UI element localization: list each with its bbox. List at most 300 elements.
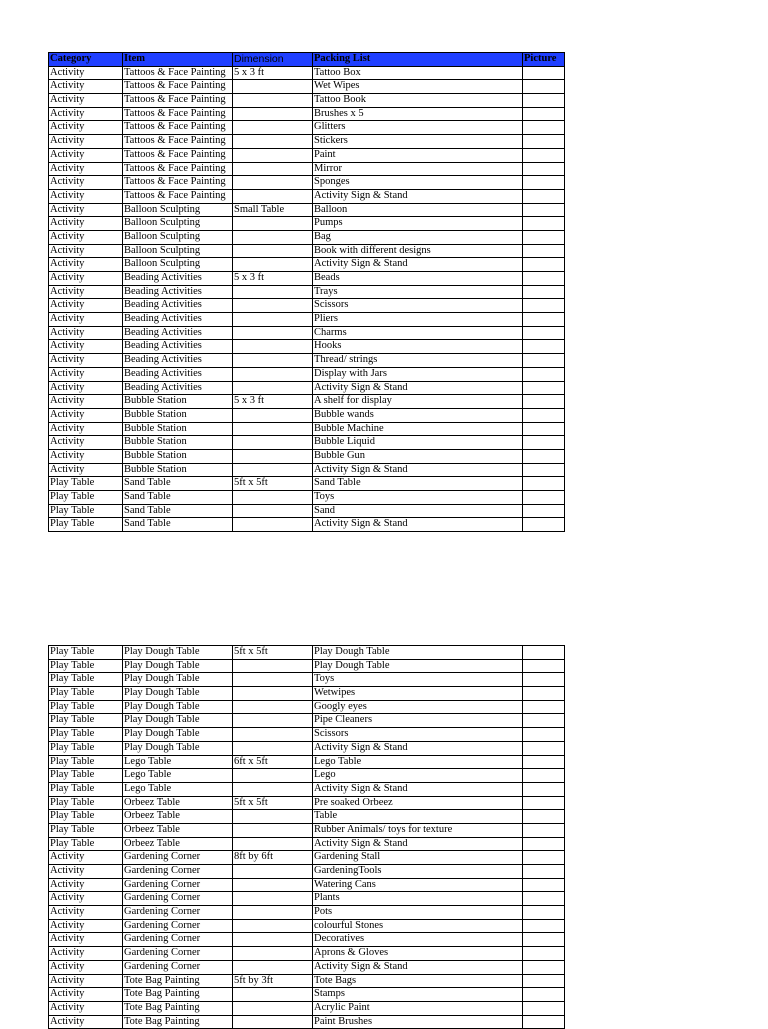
cell-dimension: [233, 504, 313, 518]
cell-packing-list: Paint Brushes: [313, 1015, 523, 1029]
cell-category: Activity: [49, 422, 123, 436]
cell-category: Activity: [49, 1015, 123, 1029]
cell-category: Activity: [49, 1001, 123, 1015]
cell-category: Activity: [49, 148, 123, 162]
cell-dimension: [233, 906, 313, 920]
cell-dimension: [233, 988, 313, 1002]
cell-item: Tattoos & Face Painting: [123, 189, 233, 203]
cell-packing-list: Aprons & Gloves: [313, 947, 523, 961]
table-row: [49, 285, 565, 299]
cell-category: Play Table: [49, 646, 123, 660]
cell-picture: [523, 865, 565, 879]
cell-picture: [523, 659, 565, 673]
cell-category: Activity: [49, 851, 123, 865]
cell-item: Bubble Station: [123, 422, 233, 436]
cell-packing-list: Activity Sign & Stand: [313, 381, 523, 395]
cell-category: Play Table: [49, 673, 123, 687]
cell-dimension: [233, 947, 313, 961]
table-row: [49, 491, 565, 505]
cell-category: Play Table: [49, 518, 123, 532]
table-row: [49, 313, 565, 327]
cell-packing-list: Acrylic Paint: [313, 1001, 523, 1015]
table-row: [49, 354, 565, 368]
cell-dimension: [233, 837, 313, 851]
cell-item: Balloon Sculpting: [123, 230, 233, 244]
cell-picture: [523, 422, 565, 436]
cell-category: Play Table: [49, 769, 123, 783]
cell-packing-list: Tattoo Box: [313, 66, 523, 80]
table-row: [49, 121, 565, 135]
cell-item: Play Dough Table: [123, 673, 233, 687]
cell-packing-list: Charms: [313, 326, 523, 340]
cell-picture: [523, 906, 565, 920]
cell-picture: [523, 728, 565, 742]
cell-item: Beading Activities: [123, 354, 233, 368]
cell-dimension: [233, 518, 313, 532]
cell-picture: [523, 395, 565, 409]
cell-picture: [523, 851, 565, 865]
table-row: [49, 408, 565, 422]
table-row: [49, 947, 565, 961]
cell-item: Beading Activities: [123, 367, 233, 381]
cell-dimension: [233, 919, 313, 933]
table-row: [49, 477, 565, 491]
cell-packing-list: Display with Jars: [313, 367, 523, 381]
cell-packing-list: Pipe Cleaners: [313, 714, 523, 728]
cell-packing-list: Trays: [313, 285, 523, 299]
cell-item: Bubble Station: [123, 395, 233, 409]
cell-dimension: [233, 135, 313, 149]
cell-item: Gardening Corner: [123, 919, 233, 933]
table-row: [49, 796, 565, 810]
cell-item: Tattoos & Face Painting: [123, 135, 233, 149]
cell-category: Activity: [49, 299, 123, 313]
cell-packing-list: Activity Sign & Stand: [313, 960, 523, 974]
cell-packing-list: Sand Table: [313, 477, 523, 491]
cell-picture: [523, 272, 565, 286]
cell-category: Activity: [49, 449, 123, 463]
table-row: [49, 974, 565, 988]
cell-category: Activity: [49, 135, 123, 149]
cell-picture: [523, 436, 565, 450]
table-row: [49, 395, 565, 409]
cell-picture: [523, 285, 565, 299]
cell-dimension: [233, 80, 313, 94]
cell-picture: [523, 299, 565, 313]
cell-category: Play Table: [49, 714, 123, 728]
packing-table-2: [48, 645, 565, 1029]
cell-category: Activity: [49, 354, 123, 368]
cell-dimension: [233, 381, 313, 395]
cell-category: Activity: [49, 258, 123, 272]
table-row: [49, 1001, 565, 1015]
cell-item: Gardening Corner: [123, 933, 233, 947]
cell-packing-list: Activity Sign & Stand: [313, 741, 523, 755]
cell-picture: [523, 258, 565, 272]
cell-item: Orbeez Table: [123, 796, 233, 810]
cell-dimension: 5 x 3 ft: [233, 395, 313, 409]
cell-dimension: [233, 1001, 313, 1015]
cell-item: Tattoos & Face Painting: [123, 162, 233, 176]
cell-picture: [523, 960, 565, 974]
cell-picture: [523, 449, 565, 463]
table-row: [49, 436, 565, 450]
cell-category: Play Table: [49, 796, 123, 810]
cell-dimension: 5ft x 5ft: [233, 646, 313, 660]
cell-picture: [523, 313, 565, 327]
cell-packing-list: Stamps: [313, 988, 523, 1002]
cell-packing-list: Watering Cans: [313, 878, 523, 892]
cell-item: Tote Bag Painting: [123, 974, 233, 988]
cell-category: Play Table: [49, 700, 123, 714]
cell-category: Activity: [49, 988, 123, 1002]
cell-packing-list: Toys: [313, 673, 523, 687]
cell-item: Tote Bag Painting: [123, 988, 233, 1002]
table-row: [49, 449, 565, 463]
table-row: [49, 367, 565, 381]
cell-picture: [523, 107, 565, 121]
cell-dimension: [233, 94, 313, 108]
cell-packing-list: Thread/ strings: [313, 354, 523, 368]
header-picture: Picture: [523, 53, 565, 67]
table-row: [49, 94, 565, 108]
cell-picture: [523, 687, 565, 701]
cell-category: Activity: [49, 326, 123, 340]
cell-item: Beading Activities: [123, 340, 233, 354]
cell-picture: [523, 408, 565, 422]
cell-picture: [523, 189, 565, 203]
cell-category: Activity: [49, 80, 123, 94]
table-row: [49, 728, 565, 742]
cell-picture: [523, 646, 565, 660]
cell-item: Bubble Station: [123, 463, 233, 477]
cell-packing-list: Brushes x 5: [313, 107, 523, 121]
cell-category: Activity: [49, 367, 123, 381]
cell-packing-list: Glitters: [313, 121, 523, 135]
cell-category: Play Table: [49, 504, 123, 518]
cell-picture: [523, 974, 565, 988]
cell-dimension: [233, 354, 313, 368]
cell-dimension: [233, 313, 313, 327]
cell-item: Bubble Station: [123, 449, 233, 463]
cell-item: Gardening Corner: [123, 947, 233, 961]
cell-category: Activity: [49, 463, 123, 477]
cell-item: Play Dough Table: [123, 728, 233, 742]
cell-picture: [523, 892, 565, 906]
cell-dimension: [233, 659, 313, 673]
cell-item: Orbeez Table: [123, 823, 233, 837]
cell-packing-list: Lego Table: [313, 755, 523, 769]
cell-packing-list: Sand: [313, 504, 523, 518]
cell-packing-list: Decoratives: [313, 933, 523, 947]
cell-category: Activity: [49, 960, 123, 974]
table-row: [49, 463, 565, 477]
cell-item: Sand Table: [123, 518, 233, 532]
cell-packing-list: Activity Sign & Stand: [313, 837, 523, 851]
cell-dimension: [233, 491, 313, 505]
cell-picture: [523, 477, 565, 491]
cell-item: Sand Table: [123, 477, 233, 491]
table-row: [49, 741, 565, 755]
cell-dimension: [233, 326, 313, 340]
cell-dimension: [233, 741, 313, 755]
table-row: [49, 906, 565, 920]
cell-dimension: [233, 340, 313, 354]
cell-category: Play Table: [49, 837, 123, 851]
cell-dimension: Small Table: [233, 203, 313, 217]
table-row: [49, 988, 565, 1002]
cell-packing-list: Pumps: [313, 217, 523, 231]
table-row: [49, 272, 565, 286]
cell-picture: [523, 504, 565, 518]
cell-picture: [523, 340, 565, 354]
cell-picture: [523, 988, 565, 1002]
cell-picture: [523, 135, 565, 149]
cell-item: Tattoos & Face Painting: [123, 148, 233, 162]
cell-packing-list: Pots: [313, 906, 523, 920]
cell-picture: [523, 176, 565, 190]
cell-picture: [523, 94, 565, 108]
cell-packing-list: Play Dough Table: [313, 659, 523, 673]
cell-item: Gardening Corner: [123, 892, 233, 906]
cell-picture: [523, 354, 565, 368]
cell-dimension: [233, 714, 313, 728]
table-row: [49, 714, 565, 728]
cell-category: Activity: [49, 162, 123, 176]
cell-packing-list: Bubble Liquid: [313, 436, 523, 450]
table-row: [49, 66, 565, 80]
cell-packing-list: Table: [313, 810, 523, 824]
header-row: [49, 53, 565, 67]
table-row: [49, 878, 565, 892]
cell-category: Activity: [49, 919, 123, 933]
cell-picture: [523, 66, 565, 80]
cell-item: Lego Table: [123, 755, 233, 769]
cell-category: Activity: [49, 189, 123, 203]
cell-category: Activity: [49, 892, 123, 906]
cell-picture: [523, 463, 565, 477]
table-row: [49, 381, 565, 395]
cell-picture: [523, 700, 565, 714]
cell-packing-list: Play Dough Table: [313, 646, 523, 660]
cell-packing-list: colourful Stones: [313, 919, 523, 933]
cell-category: Play Table: [49, 491, 123, 505]
cell-picture: [523, 121, 565, 135]
cell-dimension: [233, 230, 313, 244]
cell-dimension: [233, 687, 313, 701]
cell-category: Activity: [49, 217, 123, 231]
cell-item: Gardening Corner: [123, 906, 233, 920]
cell-category: Activity: [49, 395, 123, 409]
table-row: [49, 504, 565, 518]
cell-item: Gardening Corner: [123, 960, 233, 974]
cell-category: Play Table: [49, 477, 123, 491]
cell-item: Play Dough Table: [123, 646, 233, 660]
cell-category: Play Table: [49, 741, 123, 755]
cell-picture: [523, 741, 565, 755]
cell-dimension: [233, 810, 313, 824]
cell-picture: [523, 518, 565, 532]
table-row: [49, 1015, 565, 1029]
cell-picture: [523, 244, 565, 258]
cell-packing-list: Sponges: [313, 176, 523, 190]
cell-item: Beading Activities: [123, 313, 233, 327]
cell-dimension: [233, 408, 313, 422]
cell-packing-list: Rubber Animals/ toys for texture: [313, 823, 523, 837]
cell-category: Activity: [49, 947, 123, 961]
cell-item: Balloon Sculpting: [123, 258, 233, 272]
cell-item: Tote Bag Painting: [123, 1001, 233, 1015]
cell-item: Tattoos & Face Painting: [123, 121, 233, 135]
cell-packing-list: Googly eyes: [313, 700, 523, 714]
table-row: [49, 960, 565, 974]
header-item: Item: [123, 53, 233, 67]
cell-packing-list: Activity Sign & Stand: [313, 258, 523, 272]
cell-packing-list: Activity Sign & Stand: [313, 189, 523, 203]
table-row: [49, 258, 565, 272]
table-row: [49, 340, 565, 354]
cell-item: Gardening Corner: [123, 851, 233, 865]
cell-item: Beading Activities: [123, 272, 233, 286]
cell-dimension: 5 x 3 ft: [233, 272, 313, 286]
cell-dimension: [233, 244, 313, 258]
cell-picture: [523, 878, 565, 892]
cell-packing-list: Stickers: [313, 135, 523, 149]
cell-picture: [523, 203, 565, 217]
cell-category: Play Table: [49, 810, 123, 824]
cell-packing-list: Lego: [313, 769, 523, 783]
cell-category: Activity: [49, 66, 123, 80]
cell-dimension: [233, 960, 313, 974]
cell-category: Play Table: [49, 823, 123, 837]
cell-packing-list: Activity Sign & Stand: [313, 463, 523, 477]
cell-dimension: [233, 299, 313, 313]
table-row: [49, 203, 565, 217]
cell-item: Lego Table: [123, 769, 233, 783]
cell-item: Beading Activities: [123, 285, 233, 299]
cell-item: Beading Activities: [123, 299, 233, 313]
cell-dimension: [233, 217, 313, 231]
cell-dimension: [233, 700, 313, 714]
cell-packing-list: Scissors: [313, 728, 523, 742]
cell-item: Balloon Sculpting: [123, 203, 233, 217]
cell-dimension: [233, 148, 313, 162]
cell-packing-list: Book with different designs: [313, 244, 523, 258]
cell-category: Activity: [49, 906, 123, 920]
cell-packing-list: Bubble Machine: [313, 422, 523, 436]
cell-category: Activity: [49, 436, 123, 450]
cell-packing-list: Wet Wipes: [313, 80, 523, 94]
cell-category: Play Table: [49, 755, 123, 769]
cell-item: Tattoos & Face Painting: [123, 176, 233, 190]
table-row: [49, 687, 565, 701]
cell-category: Activity: [49, 94, 123, 108]
table-row: [49, 244, 565, 258]
cell-item: Orbeez Table: [123, 837, 233, 851]
table-row: [49, 107, 565, 121]
cell-picture: [523, 837, 565, 851]
cell-category: Activity: [49, 203, 123, 217]
cell-item: Gardening Corner: [123, 865, 233, 879]
packing-table-1: [48, 52, 565, 532]
cell-item: Beading Activities: [123, 326, 233, 340]
cell-item: Balloon Sculpting: [123, 217, 233, 231]
cell-picture: [523, 326, 565, 340]
cell-item: Tattoos & Face Painting: [123, 107, 233, 121]
cell-category: Activity: [49, 285, 123, 299]
cell-packing-list: Pliers: [313, 313, 523, 327]
cell-item: Beading Activities: [123, 381, 233, 395]
cell-dimension: [233, 436, 313, 450]
cell-picture: [523, 810, 565, 824]
cell-packing-list: Activity Sign & Stand: [313, 518, 523, 532]
table-row: [49, 148, 565, 162]
table-row: [49, 673, 565, 687]
cell-category: Activity: [49, 408, 123, 422]
cell-category: Activity: [49, 244, 123, 258]
cell-dimension: [233, 892, 313, 906]
cell-item: Bubble Station: [123, 408, 233, 422]
cell-item: Play Dough Table: [123, 741, 233, 755]
table-row: [49, 837, 565, 851]
cell-picture: [523, 947, 565, 961]
cell-item: Sand Table: [123, 491, 233, 505]
cell-packing-list: Tattoo Book: [313, 94, 523, 108]
cell-item: Tote Bag Painting: [123, 1015, 233, 1029]
cell-category: Activity: [49, 176, 123, 190]
cell-category: Activity: [49, 313, 123, 327]
table-row: [49, 851, 565, 865]
cell-dimension: [233, 728, 313, 742]
cell-item: Tattoos & Face Painting: [123, 66, 233, 80]
cell-packing-list: Beads: [313, 272, 523, 286]
table-row: [49, 299, 565, 313]
cell-packing-list: Tote Bags: [313, 974, 523, 988]
cell-dimension: [233, 162, 313, 176]
cell-dimension: [233, 189, 313, 203]
table-row: [49, 919, 565, 933]
cell-category: Play Table: [49, 659, 123, 673]
cell-item: Bubble Station: [123, 436, 233, 450]
cell-packing-list: Toys: [313, 491, 523, 505]
cell-dimension: [233, 823, 313, 837]
cell-packing-list: Hooks: [313, 340, 523, 354]
cell-packing-list: Bubble Gun: [313, 449, 523, 463]
cell-dimension: 6ft x 5ft: [233, 755, 313, 769]
table-row: [49, 755, 565, 769]
cell-packing-list: Activity Sign & Stand: [313, 782, 523, 796]
cell-dimension: [233, 121, 313, 135]
cell-category: Activity: [49, 381, 123, 395]
cell-packing-list: Bag: [313, 230, 523, 244]
cell-picture: [523, 230, 565, 244]
cell-category: Activity: [49, 865, 123, 879]
cell-packing-list: Wetwipes: [313, 687, 523, 701]
cell-packing-list: GardeningTools: [313, 865, 523, 879]
table-row: [49, 176, 565, 190]
cell-dimension: [233, 422, 313, 436]
cell-picture: [523, 673, 565, 687]
cell-picture: [523, 755, 565, 769]
cell-item: Gardening Corner: [123, 878, 233, 892]
cell-dimension: [233, 367, 313, 381]
cell-picture: [523, 919, 565, 933]
cell-packing-list: Plants: [313, 892, 523, 906]
table-row: [49, 230, 565, 244]
cell-category: Activity: [49, 933, 123, 947]
cell-dimension: [233, 769, 313, 783]
table-row: [49, 80, 565, 94]
